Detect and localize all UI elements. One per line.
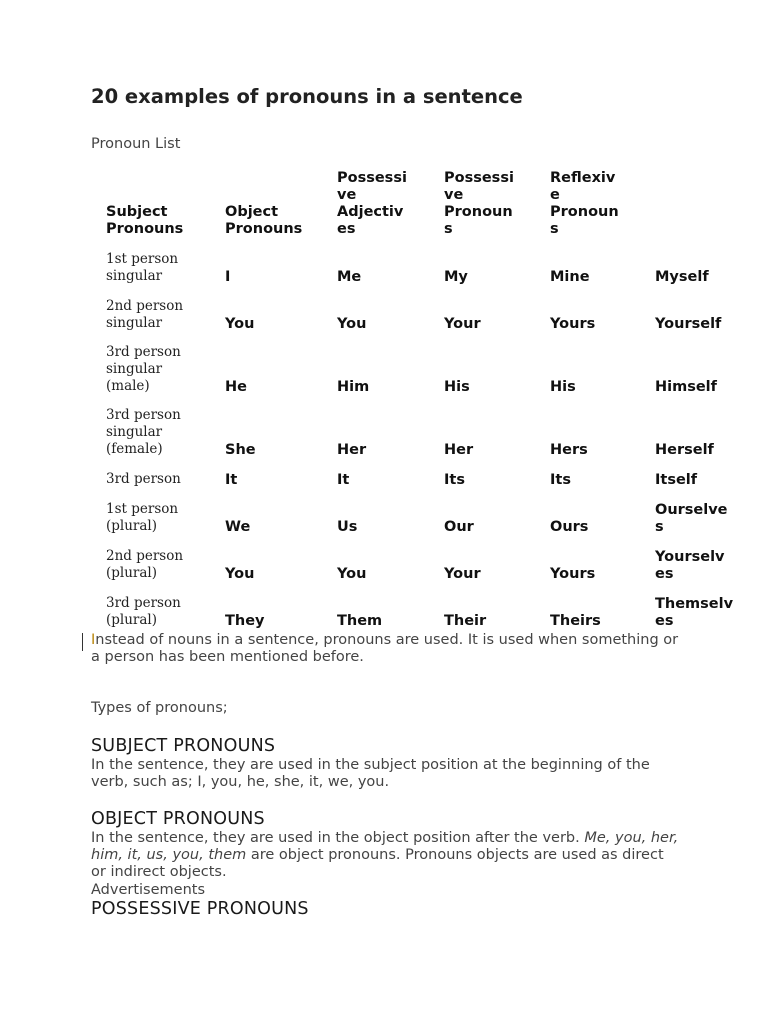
header-line: s [550, 221, 559, 237]
person-line: 1st person [106, 501, 179, 517]
pronoun-cell: You [337, 316, 367, 332]
person-line: 3rd person [106, 344, 181, 360]
person-line: (female) [106, 441, 163, 457]
pronoun-cell: They [225, 613, 265, 629]
pronoun-cell: Us [337, 519, 358, 535]
pronoun-cell: Theirs [550, 613, 601, 629]
person-line: 3rd person [106, 471, 181, 487]
pronoun-cell: You [225, 566, 255, 582]
subject-pronouns-text: In the sentence, they are used in the subject position at the beginning of the verb, such as; I, you, he, she, it, we, you. [91, 757, 650, 790]
document-title: 20 examples of pronouns in a sentence [91, 85, 523, 108]
pronoun-cell: Them [337, 613, 383, 629]
pronoun-cell: Mine [550, 269, 590, 285]
pronoun-cell: Your [444, 566, 481, 582]
header-line: Pronouns [106, 221, 184, 237]
pronoun-cell: Her [444, 442, 474, 458]
header-line: Subject [106, 204, 168, 220]
header-cell [106, 204, 183, 238]
pronoun-cell: Myself [655, 269, 709, 285]
person-line: singular [106, 315, 163, 331]
object-pronouns-text [91, 830, 681, 881]
person-label [106, 501, 178, 535]
pronoun-cell: She [225, 442, 256, 458]
object-text-italic: Me, you, her, him, it, us, you, them [91, 830, 679, 863]
header-line: Possessi [337, 170, 407, 186]
intro-rest: nstead of nouns in a sentence, pronouns are used. It is used when something or a person has been mentioned before. [91, 632, 679, 665]
person-line: singular [106, 361, 163, 377]
object-text-after: are object pronouns. Pronouns objects are used as direct or indirect objects. [91, 847, 664, 880]
document-page [91, 84, 751, 154]
pronoun-cell: He [225, 379, 247, 395]
table-header-row [106, 168, 756, 240]
table-row [106, 240, 756, 287]
header-line: Adjectiv [337, 204, 404, 220]
pronoun-cell: It [225, 472, 238, 488]
pronoun-cell: Herself [655, 442, 714, 458]
pronoun-cell: Its [444, 472, 465, 488]
person-line: singular [106, 268, 163, 284]
person-line: (plural) [106, 565, 158, 581]
header-line: Pronouns [225, 221, 303, 237]
table-row [106, 584, 756, 631]
pronoun-list-label: Pronoun List [91, 136, 181, 152]
header-cell [444, 170, 514, 238]
advertisements-label: Advertisements [91, 882, 205, 898]
pronoun-cell: Yours [550, 316, 596, 332]
table-row [106, 334, 756, 397]
text-cursor [82, 633, 83, 651]
person-line: singular [106, 424, 163, 440]
header-line: Pronoun [550, 204, 619, 220]
person-line: (plural) [106, 518, 158, 534]
person-label [106, 298, 183, 332]
header-cell [337, 170, 407, 238]
pronoun-cell: Yourselv es [655, 549, 725, 582]
person-line: 3rd person [106, 595, 181, 611]
pronoun-cell: Themselv es [655, 596, 734, 629]
person-line: (plural) [106, 612, 158, 628]
pronoun-cell: Ours [550, 519, 589, 535]
header-line: Object [225, 204, 279, 220]
subject-pronouns-heading: SUBJECT PRONOUNS [91, 736, 276, 756]
possessive-pronouns-heading: POSSESSIVE PRONOUNS [91, 899, 309, 919]
header-line: ve [444, 187, 464, 203]
header-line: ve [337, 187, 357, 203]
person-label [106, 344, 181, 395]
person-line: 3rd person [106, 407, 181, 423]
table-row [106, 397, 756, 460]
pronoun-cell: It [337, 472, 350, 488]
pronoun-cell: Hers [550, 442, 588, 458]
table-row [106, 287, 756, 334]
header-line: Possessi [444, 170, 514, 186]
header-line: Pronoun [444, 204, 513, 220]
object-text-before: In the sentence, they are used in the object position after the verb. [91, 830, 585, 846]
pronoun-cell: Their [444, 613, 487, 629]
person-label [106, 548, 183, 582]
table-row [106, 537, 756, 584]
pronoun-cell: His [550, 379, 576, 395]
intro-first-letter: I [91, 632, 96, 648]
pronoun-cell: Yours [550, 566, 596, 582]
pronoun-cell: My [444, 269, 468, 285]
pronoun-cell: You [337, 566, 367, 582]
person-label [106, 595, 181, 629]
pronoun-cell: You [225, 316, 255, 332]
person-label [106, 471, 181, 488]
pronoun-cell: Himself [655, 379, 717, 395]
pronoun-cell: Yourself [655, 316, 722, 332]
header-cell [225, 204, 302, 238]
header-line: e [550, 187, 560, 203]
header-line: Reflexiv [550, 170, 616, 186]
person-line: 2nd person [106, 298, 184, 314]
pronoun-cell: Him [337, 379, 370, 395]
intro-paragraph[interactable] [91, 632, 691, 666]
types-label: Types of pronouns; [91, 700, 228, 716]
header-cell [550, 170, 619, 238]
pronoun-cell: Your [444, 316, 481, 332]
header-line: s [444, 221, 453, 237]
person-label [106, 251, 178, 285]
pronoun-cell: Itself [655, 472, 698, 488]
pronoun-cell: Our [444, 519, 474, 535]
pronoun-cell: Me [337, 269, 362, 285]
person-label [106, 407, 181, 458]
header-line: es [337, 221, 356, 237]
pronoun-cell: Its [550, 472, 571, 488]
person-line: 2nd person [106, 548, 184, 564]
person-line: (male) [106, 378, 150, 394]
pronoun-cell: His [444, 379, 470, 395]
table-row [106, 460, 756, 490]
pronoun-cell: Her [337, 442, 367, 458]
pronoun-cell: I [225, 269, 231, 285]
object-pronouns-heading: OBJECT PRONOUNS [91, 809, 265, 829]
person-line: 1st person [106, 251, 179, 267]
pronoun-cell: We [225, 519, 251, 535]
table-row [106, 490, 756, 537]
pronoun-cell: Ourselve s [655, 502, 728, 535]
pronoun-table [106, 168, 756, 631]
